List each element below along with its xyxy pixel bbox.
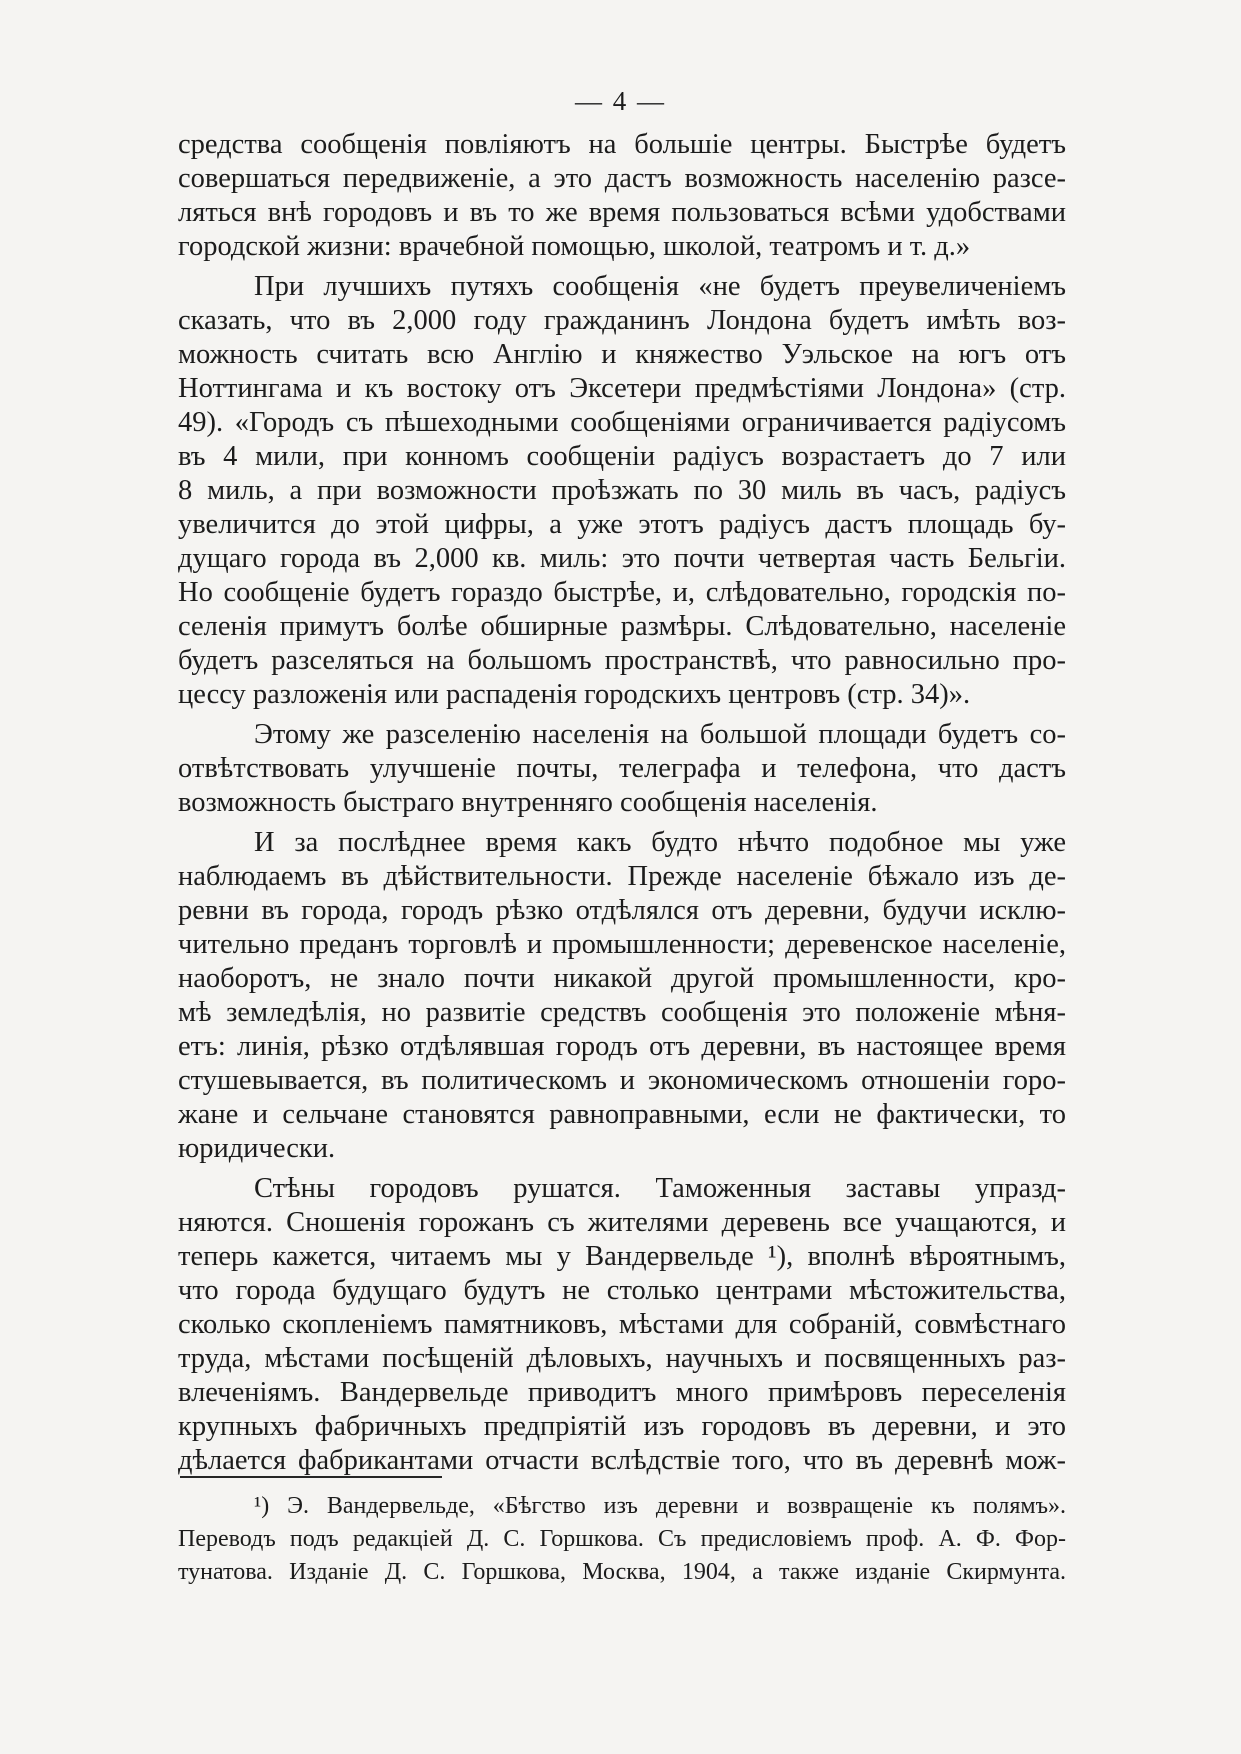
text-line: возможность быстраго внутренняго сообщенія населенія. <box>178 787 878 818</box>
text-line: жане и сельчане становятся равноправными, если не фактически, то <box>178 1099 1066 1130</box>
text-line: ляться внѣ городовъ и въ то же время пользоваться всѣми удобствами <box>178 197 1066 228</box>
text-line: При лучшихъ путяхъ сообщенія «не будетъ преувеличеніемъ <box>254 271 1066 302</box>
text-line: мѣ земледѣлія, но развитіе средствъ сообщенія это положеніе мѣня- <box>178 997 1066 1028</box>
text-line: влеченіямъ. Вандервельде приводитъ много примѣровъ переселенія <box>178 1377 1066 1408</box>
text-line: ревни въ города, городъ рѣзко отдѣлялся отъ деревни, будучи исклю- <box>178 895 1066 926</box>
text-line: цессу разложенія или распаденія городскихъ центровъ (стр. 34)». <box>178 679 971 710</box>
body-text <box>178 128 1066 1484</box>
text-line: будетъ разселяться на большомъ пространствѣ, что равносильно про- <box>178 645 1066 676</box>
text-line: дѣлается фабрикантами отчасти вслѣдствіе того, что въ деревнѣ мож- <box>178 1445 1066 1476</box>
paragraph <box>178 270 1066 712</box>
text-line: въ 4 мили, при конномъ сообщеніи радіусъ возрастаетъ до 7 или <box>178 441 1066 472</box>
paragraph <box>178 826 1066 1166</box>
text-line: юридически. <box>178 1133 336 1164</box>
text-line: чительно преданъ торговлѣ и промышленности; деревенское населеніе, <box>178 929 1066 960</box>
text-line: дущаго города въ 2,000 кв. миль: это почти четвертая часть Бельгіи. <box>178 543 1066 574</box>
paragraph <box>178 128 1066 264</box>
text-line: сколько скопленіемъ памятниковъ, мѣстами для собраній, совмѣстнаго <box>178 1309 1066 1340</box>
text-line: сказать, что въ 2,000 году гражданинъ Лондона будетъ имѣть воз- <box>178 305 1066 336</box>
text-line: селенія примутъ болѣе обширные размѣры. Слѣдовательно, населеніе <box>178 611 1066 642</box>
text-line: Этому же разселенію населенія на большой площади будетъ со- <box>254 719 1066 750</box>
text-line: Но сообщеніе будетъ гораздо быстрѣе, и, слѣдовательно, городскія по- <box>178 577 1066 608</box>
text-line: средства сообщенія повліяютъ на большіе центры. Быстрѣе будетъ <box>178 129 1066 160</box>
text-line: совершаться передвиженіе, а это дастъ возможность населенію разсе- <box>178 163 1066 194</box>
text-line: наблюдаемъ въ дѣйствительности. Прежде населеніе бѣжало изъ де- <box>178 861 1066 892</box>
text-line: 8 миль, а при возможности проѣзжать по 30 миль въ часъ, радіусъ <box>178 475 1066 506</box>
text-line: И за послѣднее время какъ будто нѣчто подобное мы уже <box>254 827 1066 858</box>
text-line: крупныхъ фабричныхъ предпріятій изъ городовъ въ деревни, и это <box>178 1411 1066 1442</box>
text-line: стушевывается, въ политическомъ и экономическомъ отношеніи горо- <box>178 1065 1066 1096</box>
text-line: что города будущаго будутъ не столько центрами мѣстожительства, <box>178 1275 1066 1306</box>
text-line: увеличится до этой цифры, а уже этотъ радіусъ дастъ площадь бу- <box>178 509 1066 540</box>
text-line: етъ: линія, рѣзко отдѣлявшая городъ отъ деревни, въ настоящее время <box>178 1031 1066 1062</box>
paragraph <box>178 1172 1066 1478</box>
text-line: Стѣны городовъ рушатся. Таможенныя заставы упразд- <box>254 1173 1066 1204</box>
text-line: 49). «Городъ съ пѣшеходными сообщеніями ограничивается радіусомъ <box>178 407 1066 438</box>
text-line: можность считать всю Англію и княжество Уэльское на югъ отъ <box>178 339 1066 370</box>
footnote-line: ¹) Э. Вандервельде, «Бѣгство изъ деревни и возвращеніе къ полямъ». <box>254 1493 1066 1519</box>
text-line: теперь кажется, читаемъ мы у Вандервельде ¹), вполнѣ вѣроятнымъ, <box>178 1241 1066 1272</box>
text-line: отвѣтствовать улучшеніе почты, телеграфа и телефона, что дастъ <box>178 753 1066 784</box>
text-line: труда, мѣстами посѣщеній дѣловыхъ, научныхъ и посвященныхъ раз- <box>178 1343 1066 1374</box>
text-line: няются. Сношенія горожанъ съ жителями деревень все учащаются, и <box>178 1207 1066 1238</box>
footnote-separator <box>180 1476 442 1478</box>
text-line: городской жизни: врачебной помощью, школой, театромъ и т. д.» <box>178 231 971 262</box>
paragraph <box>178 718 1066 820</box>
page-number: — 4 — <box>575 86 666 116</box>
footnote-line: Переводъ подъ редакціей Д. С. Горшкова. Съ предисловіемъ проф. А. Ф. Фор- <box>178 1526 1066 1552</box>
footnote <box>178 1490 1066 1589</box>
text-line: наоборотъ, не знало почти никакой другой промышленности, кро- <box>178 963 1066 994</box>
footnote-line: тунатова. Изданіе Д. С. Горшкова, Москва, 1904, а также изданіе Скирмунта. <box>178 1559 1066 1585</box>
text-line: Ноттингама и къ востоку отъ Эксетери предмѣстіями Лондона» (стр. <box>178 373 1066 404</box>
